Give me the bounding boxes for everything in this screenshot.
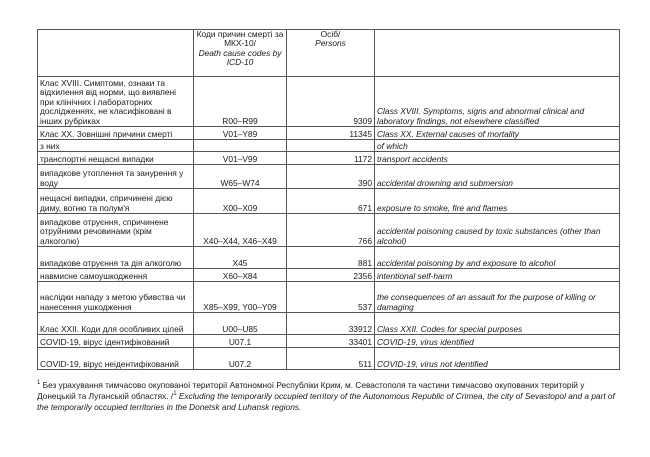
header-persons-en: Persons (315, 38, 346, 49)
icd-code-cell: X85–X99, Y00–Y09 (194, 282, 287, 313)
persons-cell: 2356 (287, 269, 375, 282)
persons-cell: 390 (287, 165, 375, 189)
table-row (38, 313, 620, 335)
persons-cell: 881 (287, 247, 375, 269)
cause-ua-cell: COVID-19, вірус неідентифікований (38, 348, 194, 370)
cause-en-cell: Class XVIII. Symptoms, signs and abnormal clinical and laboratory findings, not elsewhere classified (375, 77, 620, 127)
persons-cell: 33401 (287, 335, 375, 348)
cause-ua-cell: COVID-19, вірус ідентифікований (38, 335, 194, 348)
header-english-blank (375, 30, 620, 77)
table-row (38, 214, 620, 247)
cause-en-cell: transport accidents (375, 152, 620, 165)
icd-code-cell (194, 140, 287, 152)
persons-cell: 766 (287, 214, 375, 247)
footnote-mark-en: 1 (173, 391, 177, 398)
persons-cell: 33912 (287, 313, 375, 335)
footnote-ua: Без урахування тимчасово окупованої території Автономної Республіки Крим, м. Севастополя та частини тимчасово окупованих територій у Донецькій та Луганській областях. (37, 380, 585, 401)
icd-code-cell: V01–V99 (194, 152, 287, 165)
cause-en-cell: accidental drowning and submersion (375, 165, 620, 189)
header-codes-ua: Коди причин смерті за МКХ-10/ (196, 29, 284, 49)
table-row (38, 335, 620, 348)
table-row (38, 140, 620, 152)
table-body (38, 77, 620, 370)
persons-cell (287, 140, 375, 152)
cause-en-cell: Class XX. External causes of mortality (375, 127, 620, 140)
cause-en-cell: accidental poisoning by and exposure to alcohol (375, 247, 620, 269)
cause-ua-cell: навмисне самоушкодження (38, 269, 194, 282)
icd-code-cell: X45 (194, 247, 287, 269)
cause-en-cell: accidental poisoning caused by toxic substances (other than alcohol) (375, 214, 620, 247)
table-row (38, 269, 620, 282)
table-row (38, 282, 620, 313)
footnote-separator: / (170, 391, 174, 401)
icd-code-cell: V01–Y89 (194, 127, 287, 140)
cause-ua-cell: з них (38, 140, 194, 152)
mortality-table (37, 29, 620, 370)
cause-en-cell: the consequences of an assault for the purpose of killing or damaging (375, 282, 620, 313)
cause-ua-cell: наслідки нападу з метою убивства чи нанесення ушкодження (38, 282, 194, 313)
cause-en-cell: intentional self-harm (375, 269, 620, 282)
header-codes (194, 30, 287, 77)
icd-code-cell: X40–X44, X46–X49 (194, 214, 287, 247)
cause-ua-cell: випадкове отруєння, спричинене отруйними речовинами (крім алкоголю) (38, 214, 194, 247)
icd-code-cell: U07.2 (194, 348, 287, 370)
cause-ua-cell: нещасні випадки, спричинені дією диму, вогню та полум'я (38, 189, 194, 214)
cause-en-cell: of which (375, 140, 620, 152)
persons-cell: 11345 (287, 127, 375, 140)
header-cause-blank (38, 30, 194, 77)
table-row (38, 127, 620, 140)
header-persons (287, 30, 375, 77)
cause-ua-cell: випадкове отруєння та дія алкоголю (38, 247, 194, 269)
table-row (38, 247, 620, 269)
footnote-en: Excluding the temporarily occupied territory of the Autonomous Republic of Crimea, the city of Sevastopol and a part of the temporarily occupied territories in the Donetsk and Luhansk regions. (37, 391, 615, 412)
persons-cell: 1172 (287, 152, 375, 165)
persons-cell: 9309 (287, 77, 375, 127)
icd-code-cell: U07.1 (194, 335, 287, 348)
table-row (38, 152, 620, 165)
persons-cell: 537 (287, 282, 375, 313)
icd-code-cell: X60–X84 (194, 269, 287, 282)
persons-cell: 671 (287, 189, 375, 214)
persons-cell: 511 (287, 348, 375, 370)
cause-en-cell: Class XXII. Codes for special purposes (375, 313, 620, 335)
table-row (38, 189, 620, 214)
footnote (37, 380, 622, 413)
cause-ua-cell: Клас XXII. Коди для особливих цілей (38, 313, 194, 335)
footnote-mark: 1 (37, 380, 41, 387)
header-persons-ua: Осіб/ (320, 29, 341, 39)
icd-code-cell: R00–R99 (194, 77, 287, 127)
icd-code-cell: U00–U85 (194, 313, 287, 335)
table-row (38, 77, 620, 127)
table-row (38, 348, 620, 370)
cause-en-cell: COVID-19, virus not identified (375, 348, 620, 370)
cause-en-cell: COVID-19, virus identified (375, 335, 620, 348)
icd-code-cell: W65–W74 (194, 165, 287, 189)
cause-ua-cell: випадкове утоплення та занурення у воду (38, 165, 194, 189)
header-codes-en: Death cause codes by ICD-10 (198, 47, 282, 68)
cause-ua-cell: транспортні нещасні випадки (38, 152, 194, 165)
table-row (38, 165, 620, 189)
cause-ua-cell: Клас XX. Зовнішні причини смерті (38, 127, 194, 140)
icd-code-cell: X00–X09 (194, 189, 287, 214)
cause-en-cell: exposure to smoke, fire and flames (375, 189, 620, 214)
cause-ua-cell: Клас XVIII. Симптоми, ознаки та відхилення від норми, що виявлені при клінічних і лабораторних дослідженнях, не класифіковані в інших рубриках (38, 77, 194, 127)
table-header-row (38, 30, 620, 77)
